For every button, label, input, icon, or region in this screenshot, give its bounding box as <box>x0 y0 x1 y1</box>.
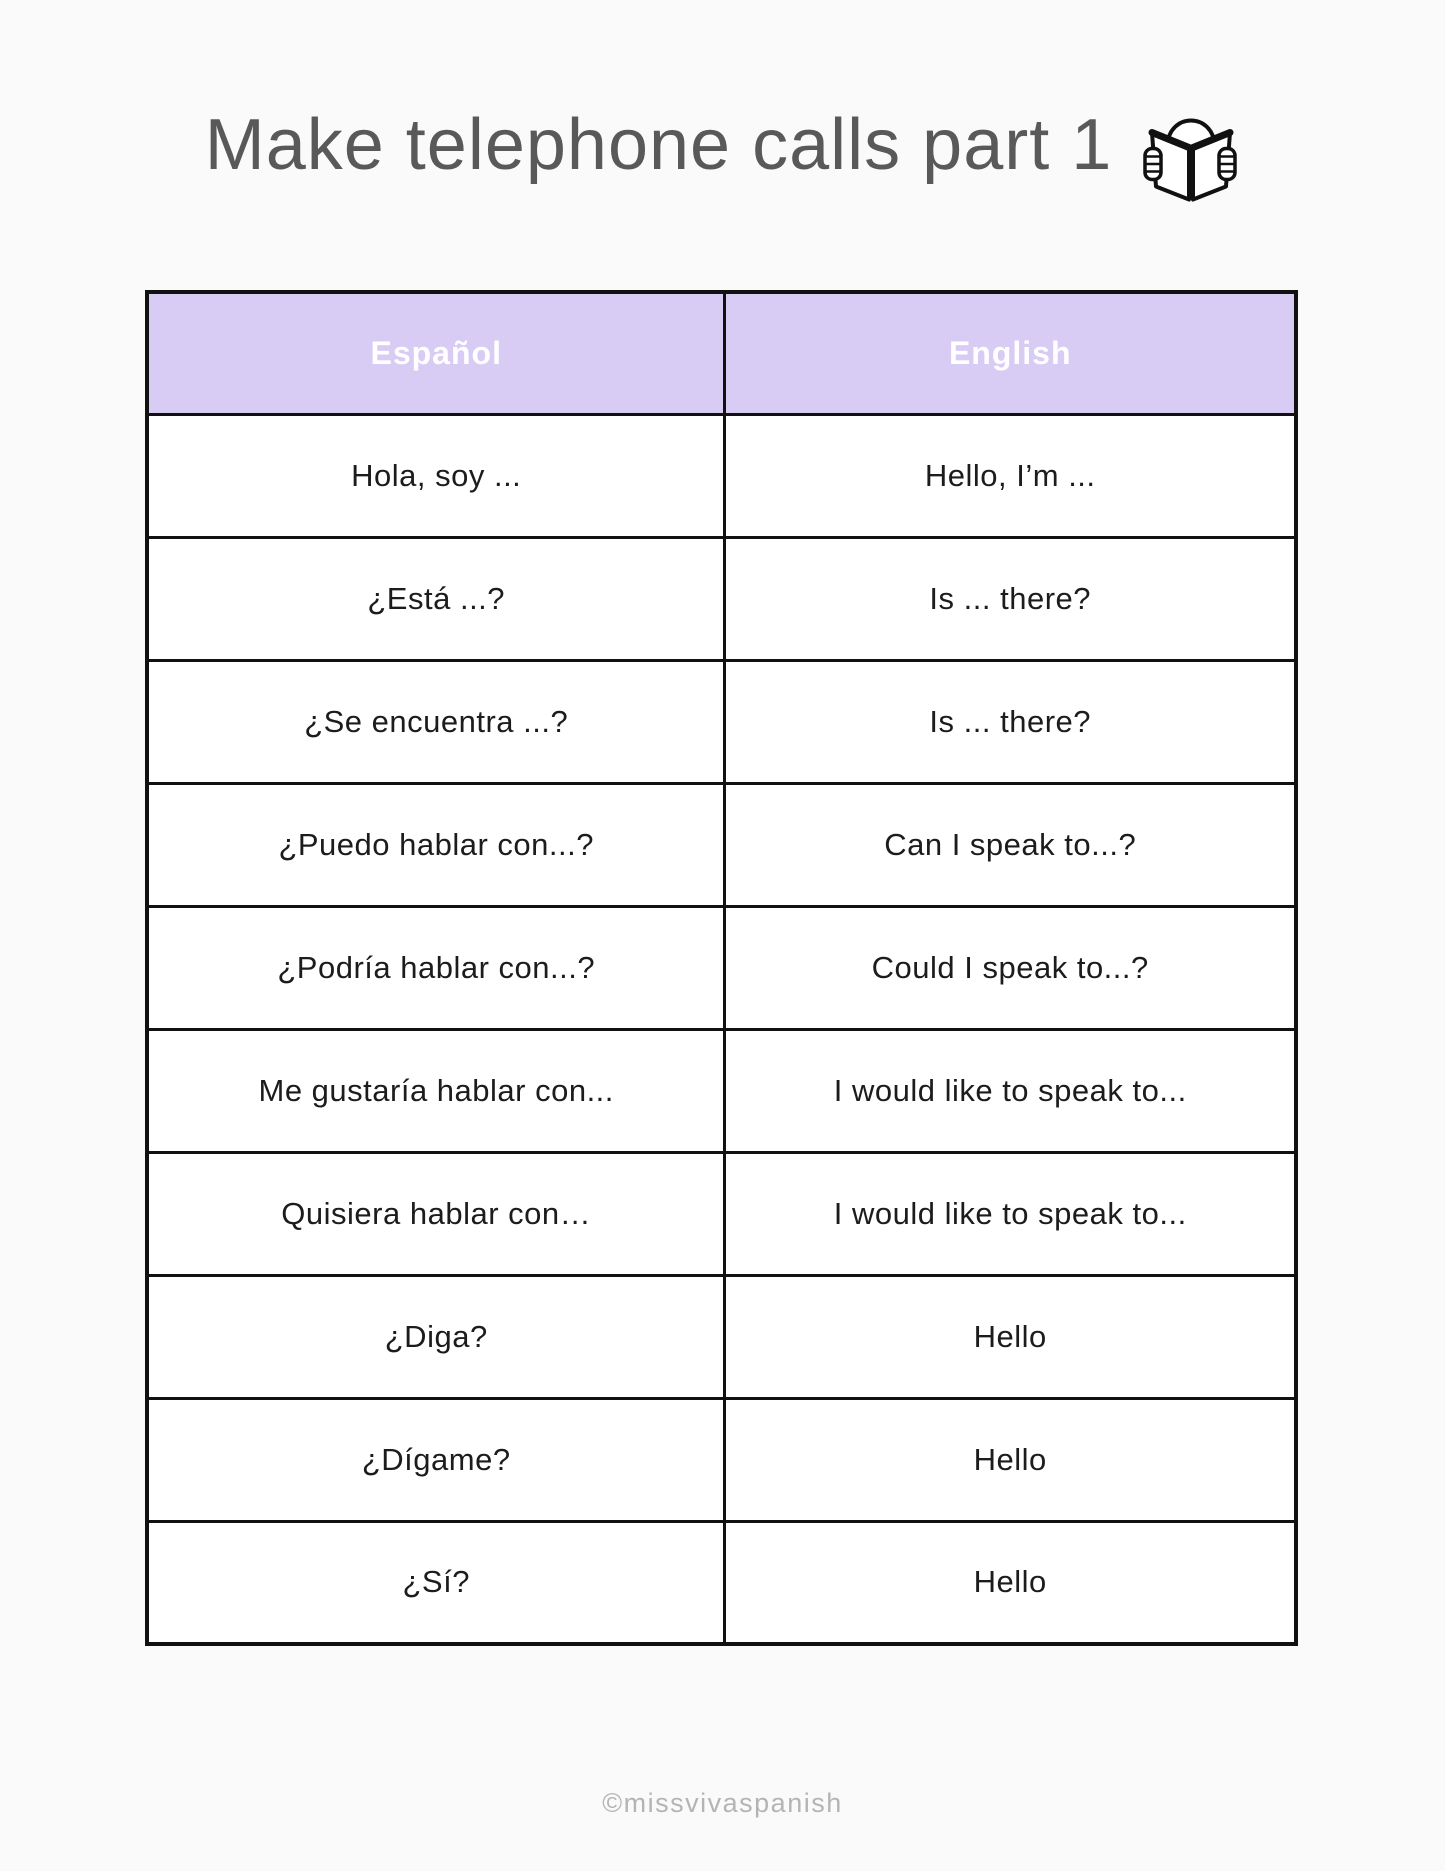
spanish-phrase-cell: ¿Está ...? <box>147 537 725 660</box>
english-phrase-cell: Can I speak to...? <box>725 783 1296 906</box>
person-reading-book-icon <box>1140 94 1240 202</box>
table-row <box>147 414 1296 537</box>
column-header-espanol: Español <box>147 292 725 414</box>
english-phrase-cell: Is ... there? <box>725 537 1296 660</box>
spanish-phrase-cell: ¿Se encuentra ...? <box>147 660 725 783</box>
table-row <box>147 1152 1296 1275</box>
column-header-english: English <box>725 292 1296 414</box>
watermark: ©missvivaspanish <box>602 1788 843 1818</box>
spanish-phrase-cell: ¿Dígame? <box>147 1398 725 1521</box>
spanish-phrase-cell: ¿Puedo hablar con...? <box>147 783 725 906</box>
spanish-phrase-cell: Me gustaría hablar con... <box>147 1029 725 1152</box>
phrases-table <box>145 290 1298 1646</box>
table-row <box>147 660 1296 783</box>
english-phrase-cell: I would like to speak to... <box>725 1029 1296 1152</box>
spanish-phrase-cell: ¿Podría hablar con...? <box>147 906 725 1029</box>
table-row <box>147 537 1296 660</box>
page-header <box>0 0 1445 185</box>
page-footer <box>0 1788 1445 1819</box>
english-phrase-cell: Is ... there? <box>725 660 1296 783</box>
table-row <box>147 906 1296 1029</box>
table-row <box>147 1521 1296 1644</box>
english-phrase-cell: I would like to speak to... <box>725 1152 1296 1275</box>
spanish-phrase-cell: Hola, soy ... <box>147 414 725 537</box>
english-phrase-cell: Hello, I’m ... <box>725 414 1296 537</box>
spanish-phrase-cell: Quisiera hablar con… <box>147 1152 725 1275</box>
spanish-phrase-cell: ¿Sí? <box>147 1521 725 1644</box>
page-title: Make telephone calls part 1 <box>204 105 1113 185</box>
english-phrase-cell: Hello <box>725 1275 1296 1398</box>
table-row <box>147 783 1296 906</box>
english-phrase-cell: Hello <box>725 1398 1296 1521</box>
table-header-row <box>147 292 1296 414</box>
spanish-phrase-cell: ¿Diga? <box>147 1275 725 1398</box>
phrase-table-container <box>145 290 1298 1646</box>
english-phrase-cell: Could I speak to...? <box>725 906 1296 1029</box>
english-phrase-cell: Hello <box>725 1521 1296 1644</box>
table-row <box>147 1029 1296 1152</box>
table-row <box>147 1398 1296 1521</box>
table-row <box>147 1275 1296 1398</box>
